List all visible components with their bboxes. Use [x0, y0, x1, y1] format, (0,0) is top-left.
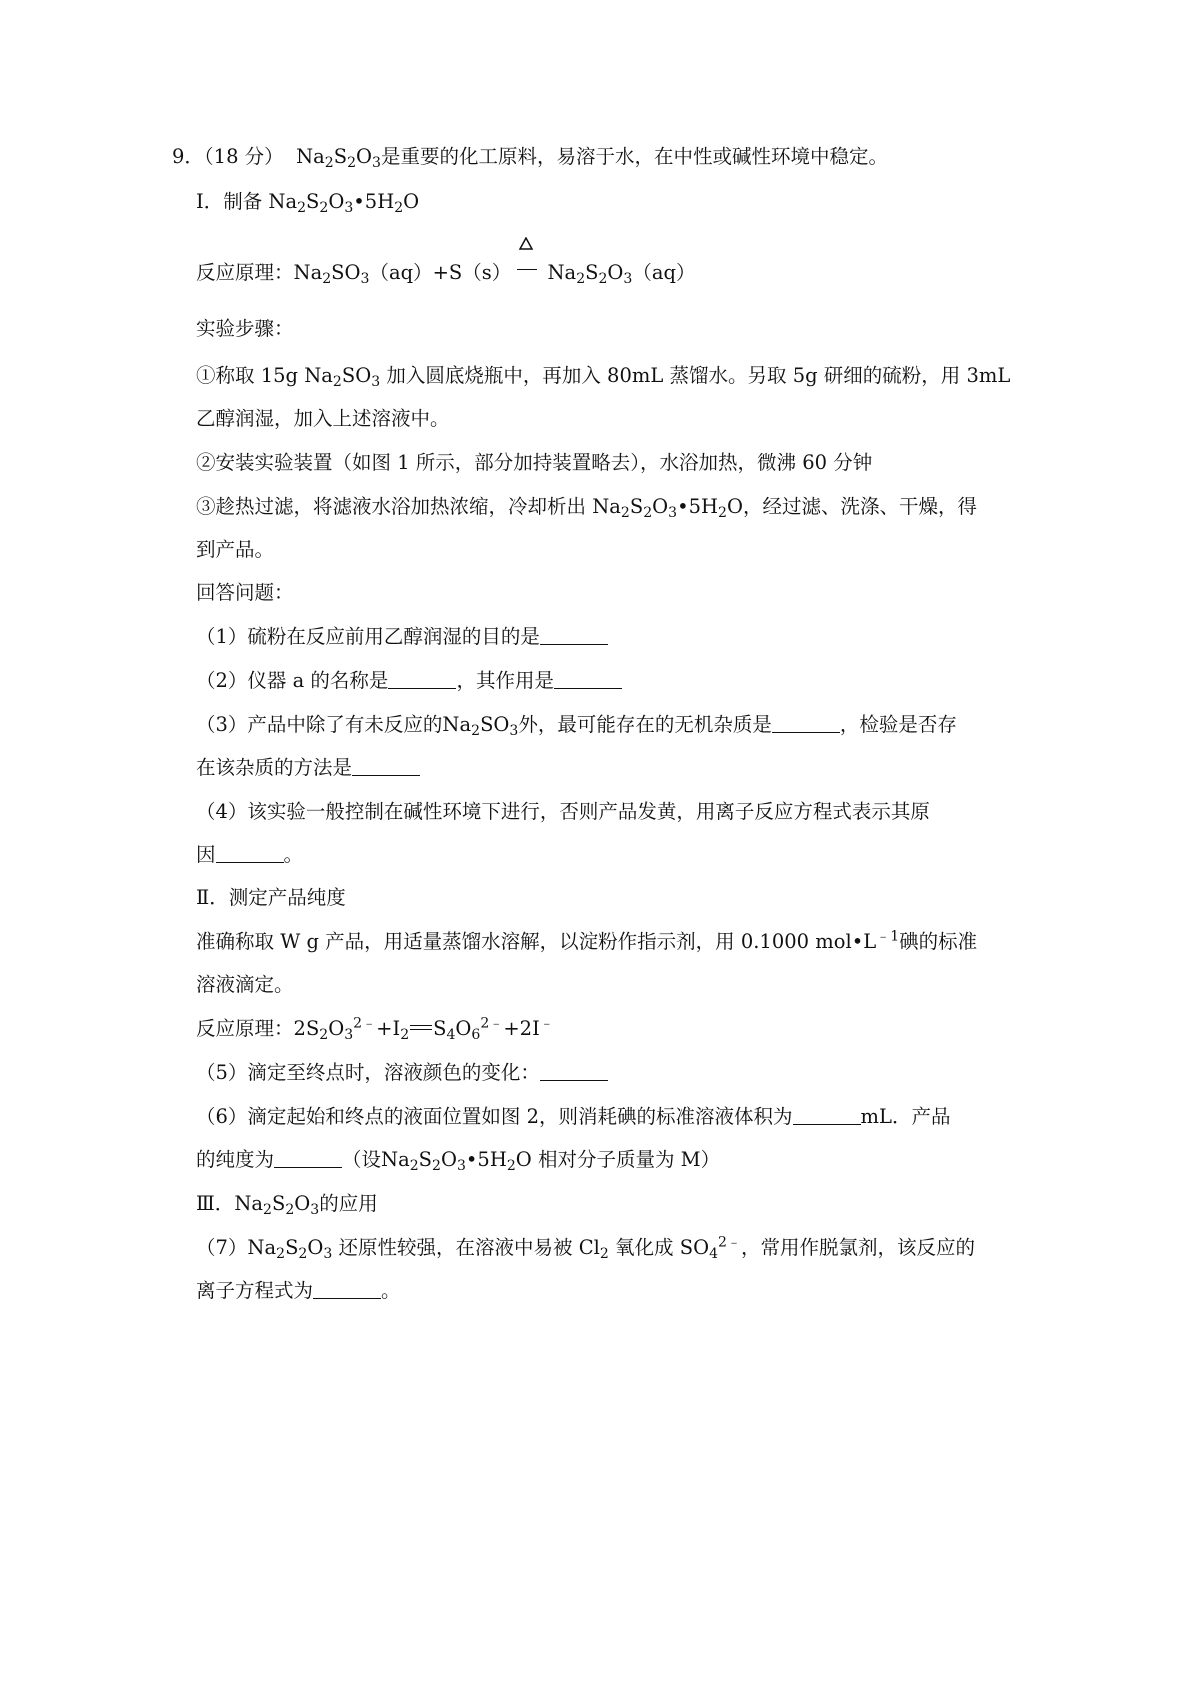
formula-hydrate: $Na_2S_2O_3•5H_2O$ — [381, 1148, 532, 1174]
step-3-line-1: ③趁热过滤，将滤液水浴加热浓缩，冷却析出 $Na_2S_2O_3•5H_2O$，经过滤、洗涤、干燥，得 — [196, 495, 977, 521]
question-4-line-1: （4）该实验一般控制在碱性环境下进行，否则产品发黄，用离子反应方程式表示其原 — [196, 800, 930, 823]
formula-na2s2o3: $Na_2S_2O_3$ — [296, 145, 381, 171]
formula-na2s2o3: $Na_2S_2O_3$ — [247, 1236, 333, 1262]
formula-na2so3: $Na_2SO_3$ — [293, 261, 370, 287]
question-7-line-2: 离子方程式为 。 — [196, 1279, 401, 1302]
question-3-line-2: 在该杂质的方法是 — [196, 753, 420, 783]
part2-text-line-1: 准确称取 W g 产品，用适量蒸馏水溶解，以淀粉作指示剂，用 0.1000 $mol•L^{﹣1}$碘的标准 — [196, 928, 978, 953]
question-2: （2）仪器 a 的名称是 ，其作用是 — [196, 666, 622, 696]
answer-blank[interactable] — [352, 755, 420, 776]
answer-blank[interactable] — [540, 624, 608, 645]
reaction-equation-1: 反应原理：$Na_2SO_3(aq)+S(s)$ $Na_2S_2O_3(aq)$ — [196, 258, 695, 288]
steps-label: 实验步骤： — [196, 317, 294, 340]
question-6-line-1: （6）滴定起始和终点的液面位置如图 2，则消耗碘的标准溶液体积为 mL．产品 — [196, 1105, 951, 1128]
heat-reaction-arrow — [515, 261, 537, 281]
answer-blank[interactable] — [388, 668, 456, 689]
formula-cl2: $Cl_2$ — [578, 1236, 609, 1262]
answer-blank[interactable] — [793, 1104, 861, 1125]
question-3-line-1: （3）产品中除了有未反应的$Na_2SO_3$外，最可能存在的无机杂质是 ，检验是否存 — [196, 713, 957, 739]
question-header — [172, 142, 888, 172]
answer-blank[interactable] — [554, 668, 622, 689]
answer-blank[interactable] — [274, 1147, 342, 1168]
question-7-line-1: $(7)Na_2S_2O_3$ 还原性较强，在溶液中易被 $Cl_2$ 氧化成 $SO_4^{2﹣}$，常用作脱氯剂，该反应的 — [196, 1234, 976, 1262]
formula-hydrate: $Na_2S_2O_3•5H_2O$ — [268, 190, 420, 216]
equals-sign — [410, 1025, 432, 1030]
step-3-line-2: 到产品。 — [196, 538, 275, 561]
formula-na2s2o3-product: $Na_2S_2O_3$ — [547, 261, 633, 287]
formula-hydrate: $Na_2S_2O_3•5H_2O$ — [592, 495, 743, 521]
question-1: （1）硫粉在反应前用乙醇润湿的目的是 — [196, 622, 608, 652]
part1-heading: Ⅰ．制备 $Na_2S_2O_3•5H_2O$ — [196, 190, 420, 216]
answer-blank[interactable] — [772, 712, 840, 733]
question-4-line-2: 因 。 — [196, 843, 304, 866]
answer-label: 回答问题： — [196, 581, 294, 604]
formula-na2so3: $Na_2SO_3$ — [442, 713, 519, 739]
part3-heading: Ⅲ．$Na_2S_2O_3$的应用 — [196, 1192, 378, 1218]
question-score: （18 分） — [203, 145, 284, 168]
part2-heading: Ⅱ．测定产品纯度 — [196, 886, 346, 909]
formula-so4: $SO_4^{2﹣}$ — [679, 1234, 742, 1262]
step-2: ②安装实验装置（如图 1 所示，部分加持装置略去），水浴加热，微沸 60 分钟 — [196, 451, 873, 474]
heating-triangle-icon — [519, 237, 533, 251]
question-5: （5）滴定至终点时，溶液颜色的变化： — [196, 1058, 608, 1088]
step-1-line-2: 乙醇润湿，加入上述溶液中。 — [196, 407, 450, 430]
answer-blank[interactable] — [540, 1060, 608, 1081]
formula-na2s2o3: $Na_2S_2O_3$ — [234, 1192, 320, 1218]
step-1-line-1: ①称取 15g $Na_2SO_3$ 加入圆底烧瓶中，再加入 80mL 蒸馏水。另取 5g 研细的硫粉，用 3mL — [196, 364, 1011, 390]
reaction-equation-2: 反应原理：$2S_2O_3^{2﹣}+I_2$ $S_4O_6^{2﹣}+2I^﹣$ — [196, 1015, 554, 1043]
answer-blank[interactable] — [313, 1278, 381, 1299]
question-6-line-2: 的纯度为 （设$Na_2S_2O_3•5H_2O$ 相对分子质量为 M） — [196, 1148, 721, 1174]
question-number: 9． — [172, 145, 204, 168]
question-intro: 是重要的化工原料，易溶于水，在中性或碱性环境中稳定。 — [380, 145, 888, 168]
part2-text-line-2: 溶液滴定。 — [196, 973, 294, 996]
formula-na2so3: $Na_2SO_3$ — [304, 364, 381, 390]
answer-blank[interactable] — [216, 842, 284, 863]
